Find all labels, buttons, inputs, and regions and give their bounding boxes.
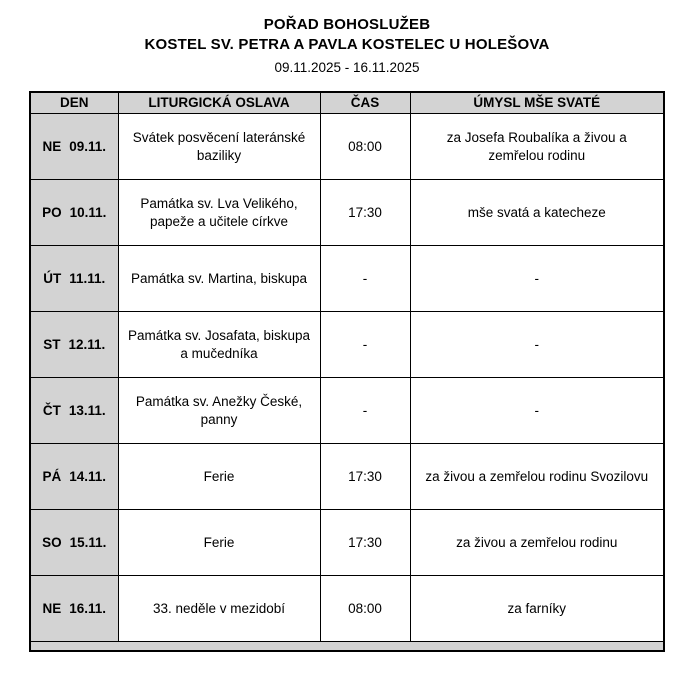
day-cell <box>30 378 118 444</box>
time-cell: - <box>320 378 410 444</box>
table-row <box>30 312 664 378</box>
time-cell: 08:00 <box>320 114 410 180</box>
celebration-cell: Svátek posvěcení lateránské baziliky <box>118 114 320 180</box>
day-cell <box>30 312 118 378</box>
day-date: 11.11. <box>69 271 106 287</box>
column-header-den: DEN <box>30 92 118 114</box>
table-row <box>30 180 664 246</box>
column-header-umysl: ÚMYSL MŠE SVATÉ <box>410 92 664 114</box>
footer-row <box>30 642 664 651</box>
time-cell: 17:30 <box>320 180 410 246</box>
celebration-cell: 33. neděle v mezidobí <box>118 576 320 642</box>
day-abbr: ÚT <box>43 271 62 287</box>
celebration-cell: Památka sv. Josafata, biskupa a mučedníka <box>118 312 320 378</box>
day-date: 13.11. <box>68 403 106 419</box>
time-cell: 17:30 <box>320 444 410 510</box>
table-body <box>30 114 664 642</box>
intention-cell: za farníky <box>410 576 664 642</box>
celebration-cell: Ferie <box>118 510 320 576</box>
page-title: POŘAD BOHOSLUŽEB <box>263 16 431 33</box>
day-date: 14.11. <box>69 469 107 485</box>
celebration-cell: Památka sv. Martina, biskupa <box>118 246 320 312</box>
column-header-liturgicka-oslava: LITURGICKÁ OSLAVA <box>118 92 320 114</box>
intention-cell: - <box>410 378 664 444</box>
celebration-cell: Památka sv. Anežky České, panny <box>118 378 320 444</box>
day-date: 10.11. <box>69 205 107 221</box>
day-abbr: ČT <box>42 403 61 419</box>
day-cell <box>30 180 118 246</box>
day-abbr: ST <box>43 337 61 353</box>
intention-cell: za živou a zemřelou rodinu <box>410 510 664 576</box>
intention-cell: za živou a zemřelou rodinu Svozilovu <box>410 444 664 510</box>
page-subtitle: KOSTEL SV. PETRA A PAVLA KOSTELEC U HOLEŠOVA <box>144 36 550 54</box>
schedule-table <box>29 91 665 652</box>
column-header-cas: ČAS <box>320 92 410 114</box>
time-cell: - <box>320 246 410 312</box>
day-abbr: NE <box>42 601 62 617</box>
footer-strip <box>30 642 664 651</box>
day-abbr: NE <box>42 139 62 155</box>
table-footer <box>30 642 664 651</box>
document-header <box>0 15 694 77</box>
day-date: 09.11. <box>69 139 107 155</box>
day-cell <box>30 576 118 642</box>
day-cell <box>30 114 118 180</box>
time-cell: 17:30 <box>320 510 410 576</box>
day-abbr: PÁ <box>42 469 62 485</box>
celebration-cell: Památka sv. Lva Velikého, papeže a učitele církve <box>118 180 320 246</box>
intention-cell: za Josefa Roubalíka a živou a zemřelou rodinu <box>410 114 664 180</box>
time-cell: 08:00 <box>320 576 410 642</box>
table-row <box>30 378 664 444</box>
table-row <box>30 114 664 180</box>
intention-cell: - <box>410 312 664 378</box>
day-abbr: PO <box>42 205 62 221</box>
intention-cell: - <box>410 246 664 312</box>
table-header <box>30 92 664 114</box>
table-row <box>30 246 664 312</box>
celebration-cell: Ferie <box>118 444 320 510</box>
day-cell <box>30 444 118 510</box>
date-range: 09.11.2025 - 16.11.2025 <box>274 59 420 75</box>
header-row <box>30 92 664 114</box>
table-row <box>30 576 664 642</box>
day-date: 16.11. <box>69 601 107 617</box>
day-date: 15.11. <box>69 535 107 551</box>
intention-cell: mše svatá a katecheze <box>410 180 664 246</box>
day-abbr: SO <box>42 535 62 551</box>
day-date: 12.11. <box>68 337 106 353</box>
time-cell: - <box>320 312 410 378</box>
day-cell <box>30 510 118 576</box>
table-row <box>30 510 664 576</box>
table-row <box>30 444 664 510</box>
day-cell <box>30 246 118 312</box>
